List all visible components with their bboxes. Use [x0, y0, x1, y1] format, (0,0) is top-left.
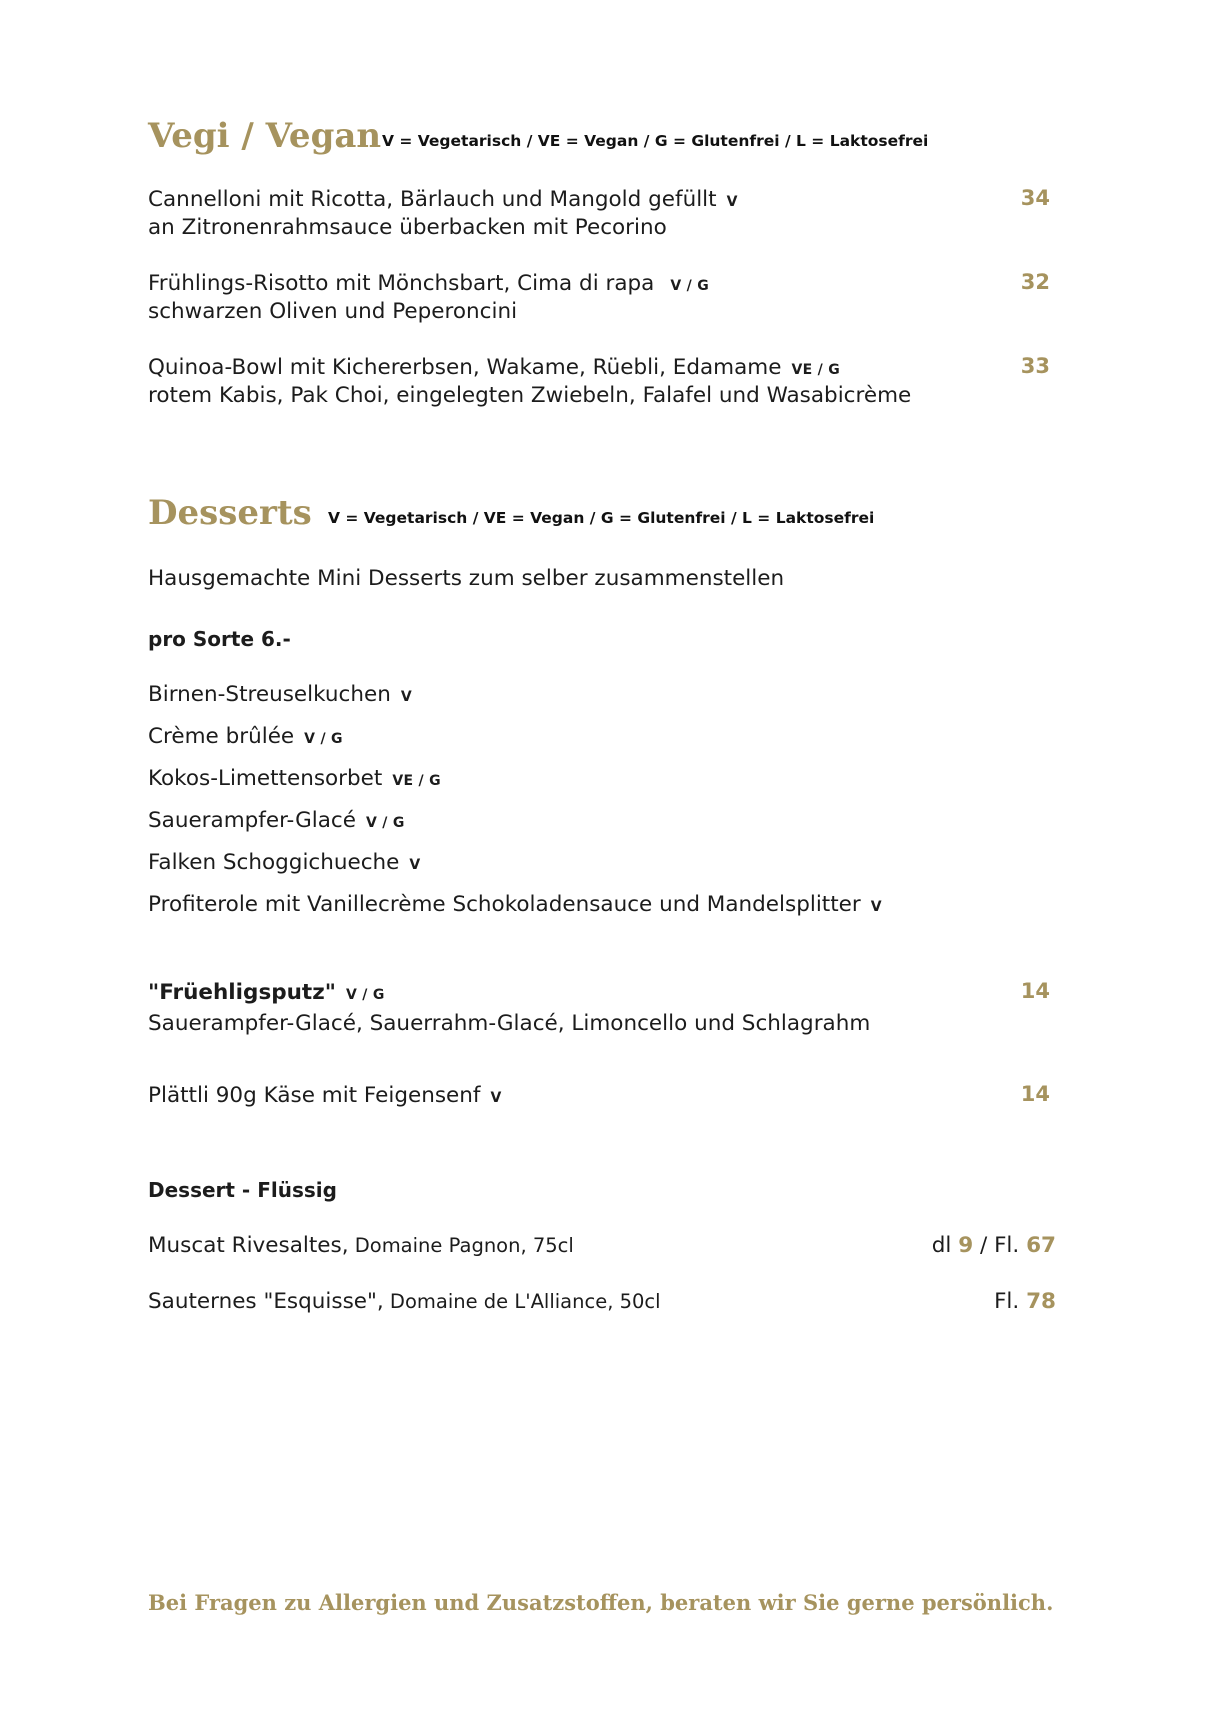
- diet-tag: V: [726, 194, 738, 210]
- diet-tag: V: [400, 689, 412, 705]
- item-name-text: "Früehligsputz": [148, 980, 336, 1005]
- diet-tag: V / G: [365, 815, 405, 831]
- mini-dessert-item: [148, 765, 441, 795]
- per-sort-price: pro Sorte 6.-: [148, 627, 291, 651]
- bottle-label: / Fl.: [973, 1233, 1027, 1258]
- allergy-footer-note: Bei Fragen zu Allergien und Zusatzstoffen, beraten wir Sie gerne persönlich.: [148, 1590, 1054, 1615]
- item-name-text: Plättli 90g Käse mit Feigensenf: [148, 1083, 481, 1108]
- diet-tag: V / G: [304, 731, 343, 747]
- mini-dessert-item: [148, 723, 343, 753]
- mini-dessert-item: [148, 807, 405, 837]
- cheese-item: [148, 1082, 502, 1112]
- wine-price: [932, 1232, 1056, 1260]
- wine-name: Muscat Rivesaltes,: [148, 1233, 349, 1258]
- dl-price: 9: [958, 1233, 974, 1258]
- special-dessert-description: Sauerampfer-Glacé, Sauerrahm-Glacé, Limoncello und Schlagrahm: [148, 1011, 871, 1036]
- menu-item-description: rotem Kabis, Pak Choi, eingelegten Zwiebeln, Falafel und Wasabicrème: [148, 383, 912, 408]
- menu-item-price: 34: [1020, 186, 1050, 210]
- item-name-text: Sauerampfer-Glacé: [148, 808, 356, 833]
- item-name-text: Kokos-Limettensorbet: [148, 766, 383, 791]
- wine-name: Sauternes "Esquisse",: [148, 1289, 384, 1314]
- mini-dessert-item: [148, 849, 421, 879]
- bottle-price: 67: [1026, 1233, 1056, 1258]
- menu-item-name: [148, 186, 738, 216]
- menu-item-name: [148, 270, 709, 300]
- liquid-section-title: Dessert - Flüssig: [148, 1178, 337, 1202]
- item-name-text: Birnen-Streuselkuchen: [148, 682, 391, 707]
- vegi-legend: V = Vegetarisch / VE = Vegan / G = Glutenfrei / L = Laktosefrei: [382, 132, 929, 150]
- menu-item-description: schwarzen Oliven und Peperoncini: [148, 299, 518, 324]
- menu-item-price: 32: [1020, 270, 1050, 294]
- diet-tag: V: [490, 1090, 502, 1106]
- diet-tag: VE / G: [791, 362, 840, 378]
- menu-item-description: an Zitronenrahmsauce überbacken mit Pecorino: [148, 215, 667, 240]
- desserts-intro: Hausgemachte Mini Desserts zum selber zusammenstellen: [148, 566, 785, 591]
- mini-dessert-item: [148, 891, 882, 921]
- menu-item-price: 33: [1020, 354, 1050, 378]
- bottle-price: 78: [1026, 1289, 1056, 1314]
- cheese-price: 14: [1020, 1082, 1050, 1106]
- wine-detail: Domaine Pagnon, 75cl: [348, 1234, 574, 1257]
- item-name-text: Falken Schoggichueche: [148, 850, 400, 875]
- mini-dessert-item: [148, 681, 412, 711]
- special-dessert-price: 14: [1020, 979, 1050, 1003]
- wine-price: [994, 1288, 1056, 1316]
- menu-item-name: [148, 354, 840, 384]
- bottle-label: Fl.: [994, 1289, 1027, 1314]
- desserts-section-title: Desserts: [148, 493, 312, 533]
- desserts-legend: V = Vegetarisch / VE = Vegan / G = Glutenfrei / L = Laktosefrei: [328, 509, 875, 527]
- item-name-text: Cannelloni mit Ricotta, Bärlauch und Mangold gefüllt: [148, 187, 717, 212]
- special-dessert-name: [148, 979, 385, 1009]
- dl-label: dl: [931, 1233, 959, 1258]
- wine-detail: Domaine de L'Alliance, 50cl: [383, 1290, 661, 1313]
- vegi-section-title: Vegi / Vegan: [148, 116, 382, 156]
- diet-tag: V / G: [345, 987, 385, 1003]
- diet-tag: V / G: [670, 278, 710, 294]
- item-name-text: Frühlings-Risotto mit Mönchsbart, Cima di rapa: [148, 271, 655, 296]
- diet-tag: V: [870, 899, 882, 915]
- diet-tag: VE / G: [392, 773, 441, 789]
- wine-item: [148, 1232, 574, 1260]
- item-name-text: Quinoa-Bowl mit Kichererbsen, Wakame, Rüebli, Edamame: [148, 355, 782, 380]
- wine-item: [148, 1288, 661, 1316]
- item-name-text: Profiterole mit Vanillecrème Schokoladensauce und Mandelsplitter: [148, 892, 861, 917]
- item-name-text: Crème brûlée: [148, 724, 295, 749]
- diet-tag: V: [409, 857, 421, 873]
